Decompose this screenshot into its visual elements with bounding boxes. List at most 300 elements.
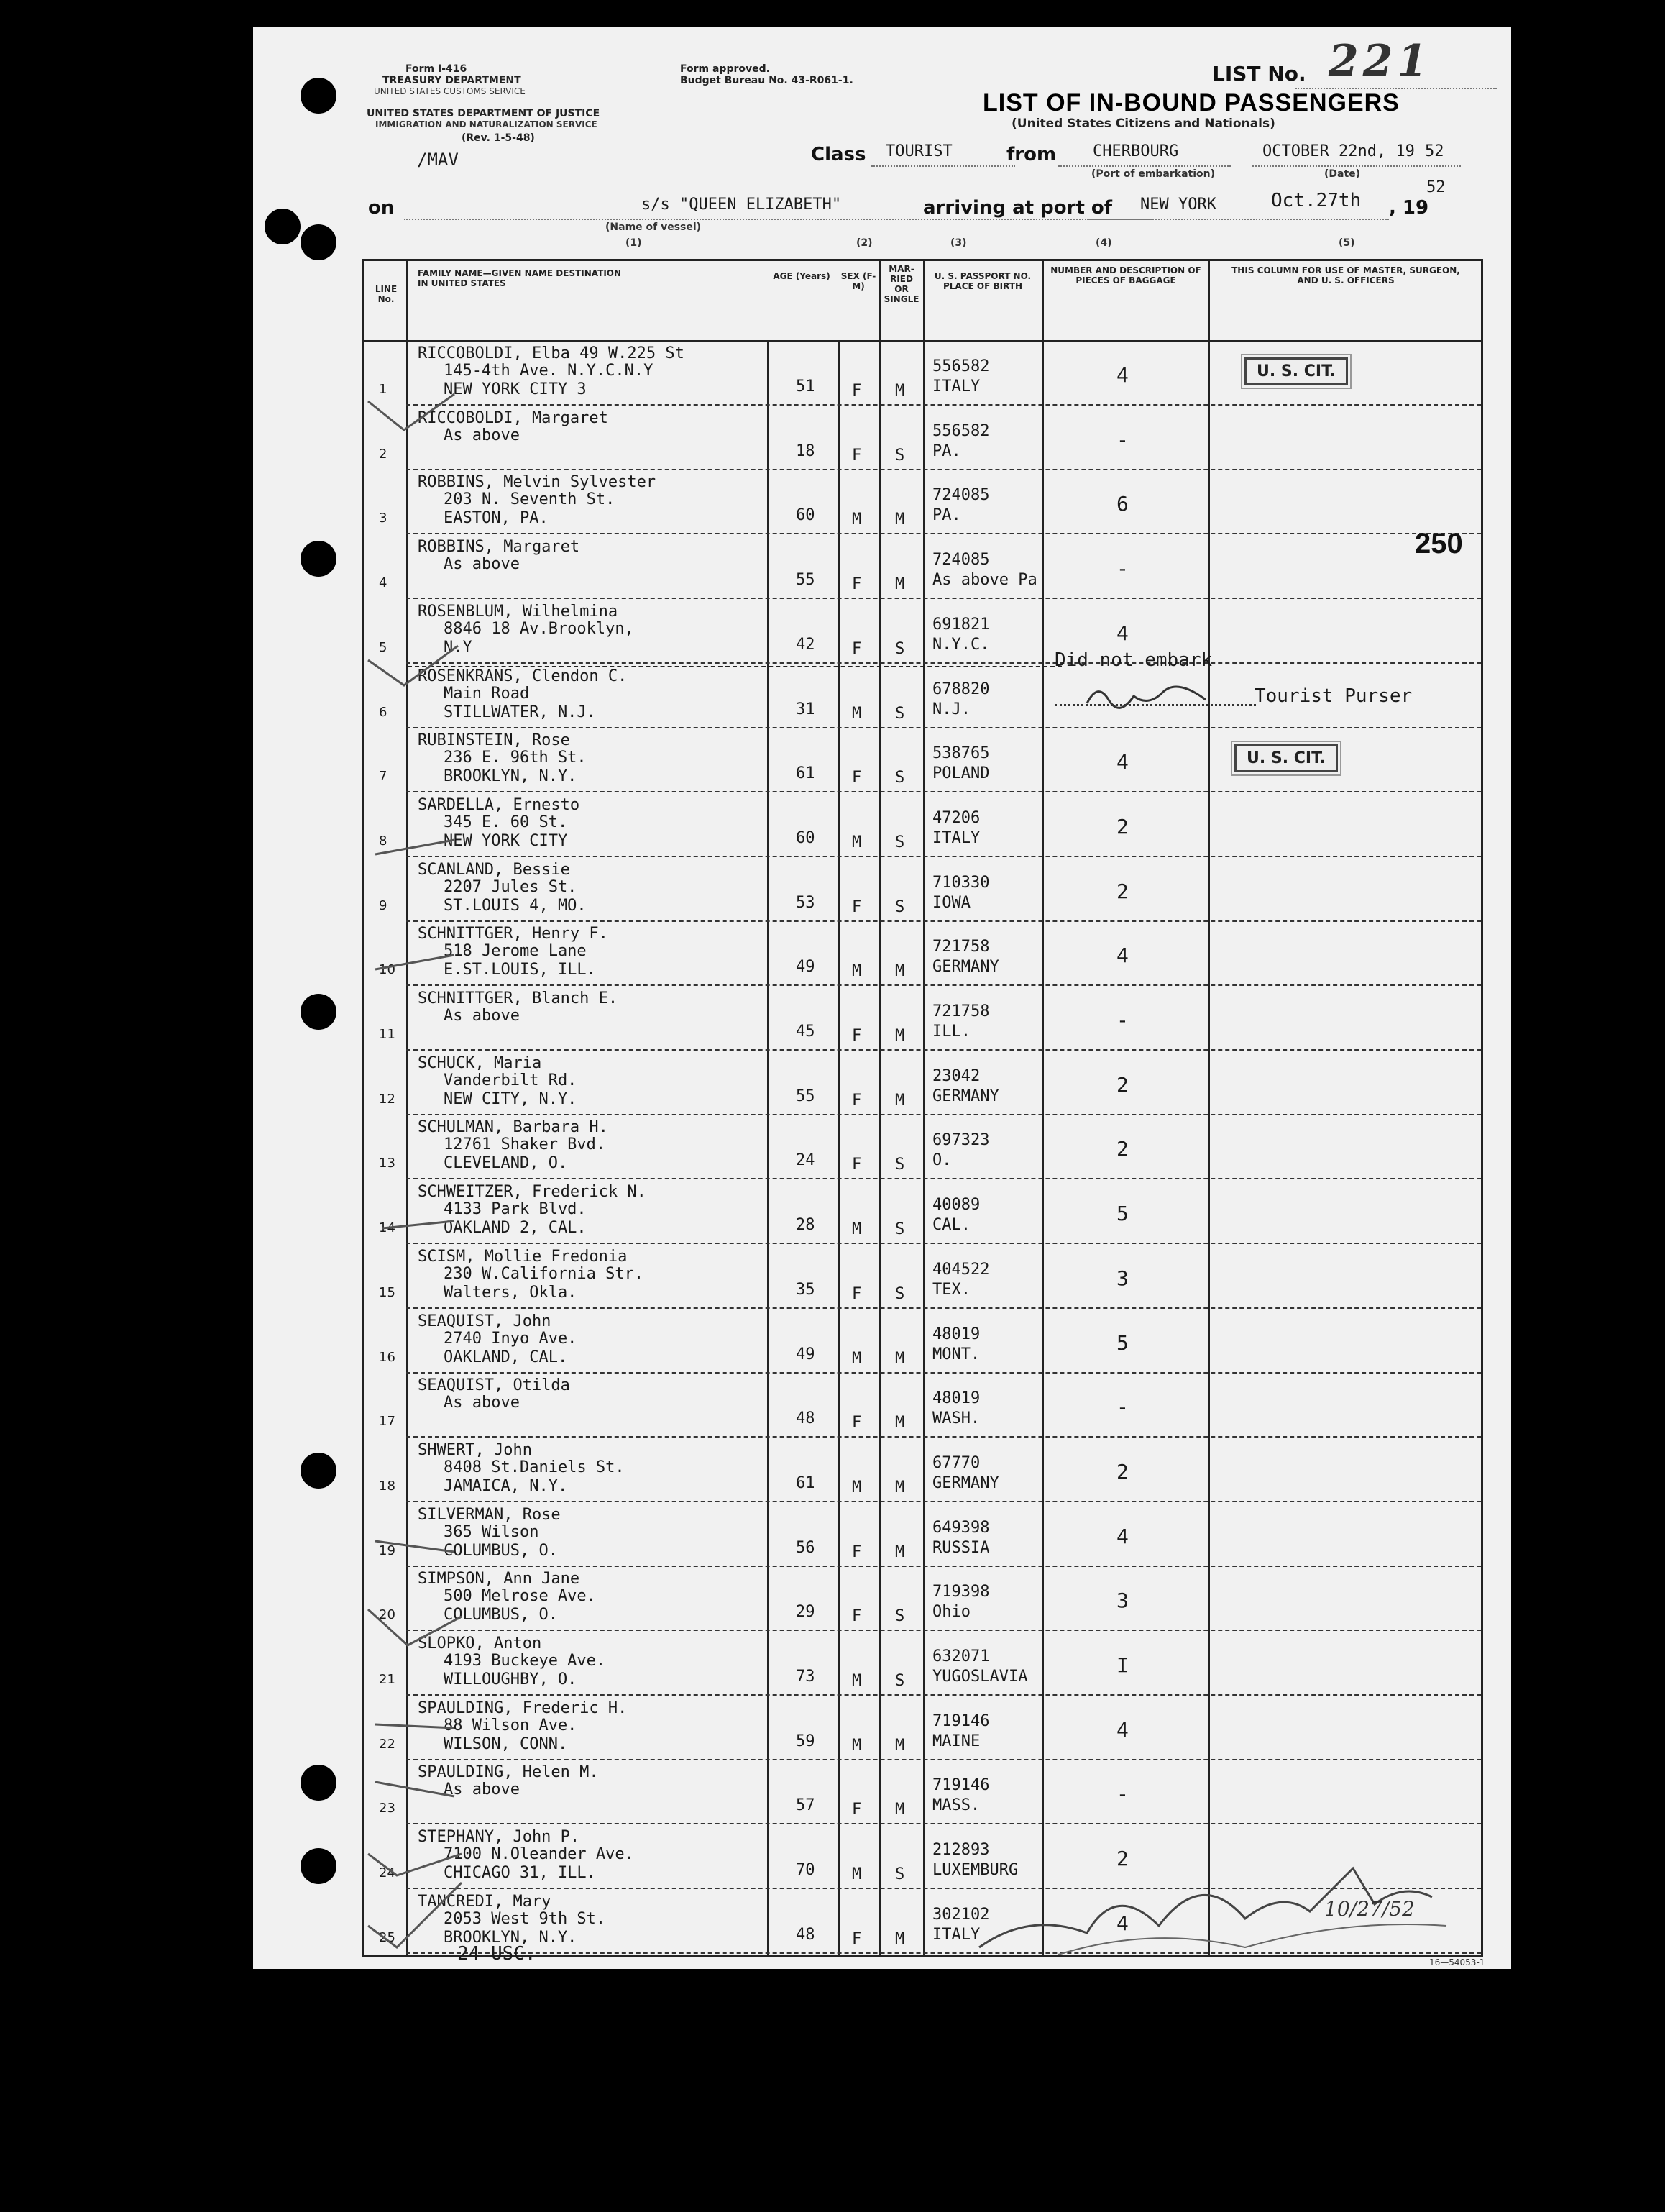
sex: F: [852, 897, 862, 916]
form-number: Form I-416: [405, 63, 467, 75]
address-line-1: Vanderbilt Rd.: [444, 1071, 577, 1089]
page-title: LIST OF IN-BOUND PASSENGERS: [983, 89, 1400, 116]
treasury-department: TREASURY DEPARTMENT: [382, 75, 521, 86]
line-number: 15: [379, 1284, 395, 1300]
us-citizen-stamp: U. S. CIT.: [1234, 744, 1338, 772]
table-row: [364, 1051, 1481, 1115]
row-divider: [406, 1630, 1481, 1631]
passenger-name: STEPHANY, John P.: [418, 1828, 580, 1847]
marital-status: S: [895, 833, 905, 851]
marital-status: M: [895, 1349, 905, 1368]
initials: /MAV: [417, 150, 459, 170]
sex: F: [852, 1414, 862, 1432]
baggage-count: 4: [1116, 750, 1129, 774]
address-line-2: NEW YORK CITY 3: [444, 380, 587, 398]
table-row: [364, 1567, 1481, 1631]
list-number: 221: [1329, 36, 1432, 86]
address-line-2: COLUMBUS, O.: [444, 1541, 558, 1560]
sex: M: [852, 1736, 862, 1755]
row-divider: [406, 920, 1481, 922]
place-of-birth: IOWA: [932, 893, 971, 912]
table-row: [364, 922, 1481, 986]
line-number: 6: [379, 704, 387, 720]
baggage-count: 2: [1116, 1137, 1129, 1161]
place-of-birth: CAL.: [932, 1216, 971, 1235]
address-line-2: COLUMBUS, O.: [444, 1606, 558, 1624]
passenger-name: ROSENKRANS, Clendon C.: [418, 667, 628, 685]
baggage-count: 4: [1116, 621, 1129, 645]
count-mark: 250: [1415, 528, 1463, 559]
passport-number: 48019: [932, 1325, 981, 1343]
column-number-1: (1): [625, 237, 642, 249]
baggage-count: I: [1116, 1653, 1129, 1677]
passport-number: 691821: [932, 615, 990, 634]
line-number: 8: [379, 833, 387, 849]
passport-number: 67770: [932, 1453, 981, 1472]
age: 55: [796, 1087, 815, 1105]
marital-status: M: [895, 1929, 905, 1948]
list-no-label: LIST No.: [1212, 62, 1306, 86]
header-baggage: NUMBER AND DESCRIPTION OF PIECES OF BAGGAGE: [1050, 265, 1201, 285]
table-row: [364, 406, 1481, 470]
marital-status: M: [895, 1027, 905, 1045]
age: 35: [796, 1280, 815, 1299]
line-number: 13: [379, 1156, 395, 1171]
marital-status: S: [895, 769, 905, 787]
header-passport: U. S. PASSPORT NO. PLACE OF BIRTH: [934, 271, 1032, 291]
passport-number: 697323: [932, 1131, 990, 1150]
address-line-2: BROOKLYN, N.Y.: [444, 767, 577, 786]
line-number: 19: [379, 1543, 395, 1558]
table-row: [364, 793, 1481, 857]
row-divider: [406, 1759, 1481, 1760]
sex: M: [852, 1478, 862, 1496]
passport-number: 556582: [932, 357, 990, 375]
baggage-count: 2: [1116, 814, 1129, 838]
sex: F: [852, 382, 862, 400]
passenger-name: SEAQUIST, Otilda: [418, 1376, 570, 1395]
passenger-name: ROSENBLUM, Wilhelmina: [418, 602, 618, 621]
punch-hole: [265, 209, 301, 244]
age: 55: [796, 571, 815, 590]
check-marks: [354, 337, 469, 1962]
place-of-birth: PA.: [932, 506, 961, 525]
marital-status: M: [895, 962, 905, 981]
marital-status: M: [895, 511, 905, 529]
from-label: from: [1006, 144, 1057, 165]
address-line-1: 2207 Jules St.: [444, 877, 577, 896]
punch-hole: [301, 541, 336, 577]
passenger-name: SCISM, Mollie Fredonia: [418, 1247, 628, 1266]
address-line-1: 145-4th Ave. N.Y.C.N.Y: [444, 362, 653, 380]
passenger-name: SEAQUIST, John: [418, 1312, 551, 1330]
address-line-2: JAMAICA, N.Y.: [444, 1476, 568, 1495]
baggage-count: -: [1116, 1395, 1129, 1420]
age: 73: [796, 1668, 815, 1686]
baggage-count: 4: [1116, 1911, 1129, 1935]
arrival-year: 52: [1426, 178, 1446, 196]
tourist-purser-note: Tourist Purser: [1255, 685, 1413, 707]
address-line-2: NEW CITY, N.Y.: [444, 1089, 577, 1108]
passport-number: 212893: [932, 1841, 990, 1860]
revision: (Rev. 1-5-48): [462, 132, 535, 144]
place-of-birth: WASH.: [932, 1409, 981, 1428]
line-number: 22: [379, 1736, 395, 1752]
address-line-1: 8846 18 Av.Brooklyn,: [444, 619, 634, 638]
age: 49: [796, 1345, 815, 1363]
baggage-count: 6: [1116, 492, 1129, 516]
row-divider: [406, 1694, 1481, 1696]
signature-date: 10/27/52: [1324, 1897, 1415, 1921]
row-divider: [406, 791, 1481, 792]
address-line-1: 345 E. 60 St.: [444, 813, 568, 831]
address-line-1: 230 W.California Str.: [444, 1264, 644, 1283]
baggage-count: -: [1116, 1008, 1129, 1032]
row-divider: [406, 1501, 1481, 1502]
age: 61: [796, 1473, 815, 1492]
passport-number: 47206: [932, 808, 981, 827]
row-divider: [406, 727, 1481, 728]
punch-hole: [301, 1848, 336, 1884]
sex: F: [852, 1156, 862, 1174]
place-of-birth: RUSSIA: [932, 1538, 990, 1557]
passport-number: 724085: [932, 551, 990, 570]
sex: F: [852, 1543, 862, 1561]
passport-number: 719398: [932, 1583, 990, 1601]
address-line-2: Walters, Okla.: [444, 1283, 577, 1302]
baggage-count: -: [1116, 1782, 1129, 1806]
marital-status: S: [895, 446, 905, 465]
baggage-count: -: [1116, 427, 1129, 452]
baggage-count: 3: [1116, 1589, 1129, 1613]
address-line-2: STILLWATER, N.J.: [444, 703, 596, 721]
address-line-1: 2740 Inyo Ave.: [444, 1329, 577, 1348]
address-line-2: WILLOUGHBY, O.: [444, 1671, 577, 1688]
passenger-name: SPAULDING, Helen M.: [418, 1763, 599, 1782]
table-row: [364, 1632, 1481, 1696]
footer-form-code: 16—54053-1: [1429, 1957, 1485, 1968]
passenger-name: ROBBINS, Melvin Sylvester: [418, 473, 656, 492]
place-of-birth: ITALY: [932, 828, 981, 847]
passport-number: 302102: [932, 1905, 990, 1924]
marital-status: S: [895, 897, 905, 916]
line-number: 20: [379, 1607, 395, 1623]
place-of-birth: GERMANY: [932, 1087, 999, 1105]
address-line-1: As above: [444, 1394, 520, 1412]
table-row: [364, 1760, 1481, 1824]
passenger-name: SHWERT, John: [418, 1440, 532, 1459]
baggage-count: 2: [1116, 1459, 1129, 1484]
address-line-2: NEW YORK CITY: [444, 831, 568, 850]
sex: M: [852, 833, 862, 851]
baggage-count: 2: [1116, 879, 1129, 903]
place-of-birth: PA.: [932, 442, 961, 460]
table-row: [364, 858, 1481, 922]
table-row: [364, 600, 1481, 664]
row-divider: [406, 1178, 1481, 1179]
place-of-birth: MAINE: [932, 1732, 981, 1750]
age: 57: [796, 1796, 815, 1815]
table-row: [364, 1310, 1481, 1374]
line-number: 21: [379, 1672, 395, 1687]
passenger-rows: [364, 342, 1481, 1955]
arrival-port: NEW YORK: [1140, 196, 1216, 214]
department-of-justice: UNITED STATES DEPARTMENT OF JUSTICE: [367, 108, 600, 119]
class-value: TOURIST: [886, 142, 953, 160]
table-row: [364, 987, 1481, 1051]
sex: F: [852, 769, 862, 787]
line-number: 11: [379, 1027, 395, 1042]
header-sex: SEX (F-M): [840, 271, 876, 291]
line-number: 23: [379, 1801, 395, 1816]
line-number: 9: [379, 897, 387, 913]
sex: M: [852, 962, 862, 981]
address-line-2: CHICAGO 31, ILL.: [444, 1864, 596, 1883]
marital-status: M: [895, 1478, 905, 1496]
row-divider: [406, 1436, 1481, 1438]
place-of-birth: LUXEMBURG: [932, 1861, 1019, 1880]
age: 51: [796, 378, 815, 396]
did-not-embark-note: Did not embark: [1055, 649, 1213, 671]
marital-status: S: [895, 639, 905, 658]
marital-status: M: [895, 1801, 905, 1819]
address-line-1: Main Road: [444, 684, 530, 703]
line-number: 7: [379, 769, 387, 785]
date-caption: (Date): [1324, 168, 1361, 180]
passenger-table: [362, 259, 1483, 1957]
passport-number: 632071: [932, 1647, 990, 1665]
header-officers: THIS COLUMN FOR USE OF MASTER, SURGEON, AND U. S. OFFICERS: [1231, 265, 1460, 285]
place-of-birth: ITALY: [932, 1925, 981, 1944]
passenger-name: RICCOBOLDI, Elba 49 W.225 St: [418, 344, 684, 362]
on-label: on: [368, 197, 395, 219]
age: 70: [796, 1861, 815, 1880]
address-line-2: ST.LOUIS 4, MO.: [444, 896, 587, 915]
manifest-page: [253, 27, 1511, 1969]
row-divider: [406, 1243, 1481, 1244]
place-of-birth: ITALY: [932, 378, 981, 396]
strike-through-line: [408, 666, 1062, 667]
passenger-name: SILVERMAN, Rose: [418, 1505, 561, 1524]
address-line-1: 88 Wilson Ave.: [444, 1716, 577, 1735]
marital-status: S: [895, 1672, 905, 1690]
passport-number: 48019: [932, 1389, 981, 1408]
marital-status: M: [895, 1543, 905, 1561]
vessel-caption: (Name of vessel): [605, 221, 702, 233]
line-number: 16: [379, 1349, 395, 1365]
sex: M: [852, 1865, 862, 1884]
table-row: [364, 1115, 1481, 1179]
baggage-count: 2: [1116, 1847, 1129, 1871]
line-number: 18: [379, 1478, 395, 1494]
marital-status: M: [895, 1091, 905, 1110]
sex: F: [852, 446, 862, 465]
place-of-birth: ILL.: [932, 1023, 971, 1041]
passenger-name: SCHUCK, Maria: [418, 1054, 542, 1072]
vessel-line: [404, 219, 1152, 220]
passport-number: 678820: [932, 680, 990, 698]
marital-status: S: [895, 1607, 905, 1626]
baggage-count: -: [1116, 557, 1129, 581]
address-line-1: 8408 St.Daniels St.: [444, 1458, 625, 1476]
header-line-no: LINE No.: [375, 284, 398, 304]
purser-signature-mark: [1083, 678, 1213, 714]
punch-hole: [301, 78, 336, 114]
passport-number: 23042: [932, 1066, 981, 1085]
address-line-1: 7100 N.Oleander Ave.: [444, 1845, 634, 1864]
arrival-line: [1087, 219, 1389, 220]
passenger-name: SCHULMAN, Barbara H.: [418, 1118, 608, 1137]
passport-number: 721758: [932, 1002, 990, 1020]
baggage-count: 4: [1116, 363, 1129, 387]
class-line: [871, 165, 1015, 167]
marital-status: M: [895, 1414, 905, 1432]
address-line-1: 365 Wilson: [444, 1522, 539, 1541]
sex: F: [852, 1284, 862, 1303]
passport-number: 538765: [932, 744, 990, 763]
sex: F: [852, 1929, 862, 1948]
place-of-birth: As above Pa: [932, 571, 1037, 590]
marital-status: M: [895, 575, 905, 594]
budget-bureau: Budget Bureau No. 43-R061-1.: [680, 75, 853, 86]
line-number: 10: [379, 962, 395, 978]
departure-date: OCTOBER 22nd, 19: [1262, 142, 1415, 160]
passenger-name: SLOPKO, Anton: [418, 1635, 542, 1653]
line-number: 25: [379, 1929, 395, 1945]
row-divider: [406, 533, 1481, 534]
line-number: 4: [379, 575, 387, 591]
customs-service: UNITED STATES CUSTOMS SERVICE: [374, 86, 526, 96]
row-divider: [406, 1307, 1481, 1309]
marital-status: S: [895, 1284, 905, 1303]
sex: M: [852, 511, 862, 529]
baggage-count: 4: [1116, 1524, 1129, 1548]
place-of-birth: POLAND: [932, 764, 990, 783]
table-row: [364, 1503, 1481, 1567]
place-of-birth: GERMANY: [932, 958, 999, 977]
line-number: 2: [379, 446, 387, 462]
age: 59: [796, 1732, 815, 1750]
place-of-birth: MONT.: [932, 1345, 981, 1363]
marital-status: S: [895, 704, 905, 723]
age: 60: [796, 828, 815, 847]
line-number: 5: [379, 639, 387, 655]
address-line-2: BROOKLYN, N.Y.: [444, 1928, 577, 1947]
footer-typed-note: 24 USC.: [457, 1943, 536, 1965]
row-divider: [406, 404, 1481, 406]
age: 29: [796, 1603, 815, 1622]
punch-hole: [301, 994, 336, 1030]
class-label: Class: [811, 144, 866, 165]
line-number: 17: [379, 1414, 395, 1430]
table-row: [364, 1180, 1481, 1244]
table-row: [364, 1245, 1481, 1309]
sex: F: [852, 1607, 862, 1626]
port-of-embarkation: CHERBOURG: [1093, 142, 1179, 160]
age: 61: [796, 764, 815, 783]
passenger-name: SCHNITTGER, Henry F.: [418, 925, 608, 943]
arrival-date: Oct.27th: [1271, 190, 1362, 211]
passport-number: 40089: [932, 1196, 981, 1215]
passport-number: 404522: [932, 1260, 990, 1279]
column-number-4: (4): [1096, 237, 1112, 249]
us-citizen-stamp: U. S. CIT.: [1244, 357, 1348, 385]
baggage-count: 3: [1116, 1266, 1129, 1290]
address-line-1: 203 N. Seventh St.: [444, 490, 615, 509]
marital-status: S: [895, 1156, 905, 1174]
port-caption: (Port of embarkation): [1091, 168, 1216, 180]
baggage-count: 4: [1116, 943, 1129, 968]
passenger-name: ROBBINS, Margaret: [418, 538, 580, 557]
header-age: AGE (Years): [773, 271, 830, 281]
passenger-name: SCHNITTGER, Blanch E.: [418, 990, 618, 1007]
place-of-birth: MASS.: [932, 1796, 981, 1815]
place-of-birth: O.: [932, 1151, 952, 1170]
age: 31: [796, 700, 815, 718]
address-line-1: As above: [444, 1007, 520, 1025]
address-line-1: 12761 Shaker Bvd.: [444, 1135, 606, 1154]
punch-hole: [301, 224, 336, 260]
passport-number: 710330: [932, 873, 990, 892]
age: 49: [796, 958, 815, 977]
place-of-birth: Ohio: [932, 1603, 971, 1622]
passport-number: 724085: [932, 486, 990, 505]
row-divider: [406, 984, 1481, 986]
address-line-1: 500 Melrose Ave.: [444, 1587, 596, 1606]
sex: F: [852, 575, 862, 594]
address-line-1: As above: [444, 426, 520, 444]
address-line-1: 4193 Buckeye Ave.: [444, 1652, 606, 1670]
passport-number: 721758: [932, 938, 990, 956]
address-line-2: OAKLAND 2, CAL.: [444, 1219, 587, 1238]
row-divider: [406, 469, 1481, 470]
column-number-5: (5): [1339, 237, 1355, 249]
baggage-count: 2: [1116, 1072, 1129, 1097]
arriving-label: arriving at port of: [923, 197, 1113, 219]
place-of-birth: TEX.: [932, 1280, 971, 1299]
column-number-2: (2): [856, 237, 873, 249]
baggage-count: 5: [1116, 1330, 1129, 1355]
immigration-service: IMMIGRATION AND NATURALIZATION SERVICE: [375, 119, 597, 129]
row-divider: [406, 1114, 1481, 1115]
marital-status: S: [895, 1220, 905, 1239]
age: 18: [796, 442, 815, 460]
purser-signature: [1083, 678, 1213, 717]
punch-hole: [301, 1453, 336, 1489]
from-line: [1058, 165, 1231, 167]
passenger-name: SARDELLA, Ernesto: [418, 795, 580, 814]
address-line-1: 2053 West 9th St.: [444, 1909, 606, 1928]
line-number: 14: [379, 1220, 395, 1236]
age: 60: [796, 506, 815, 525]
vessel-name: s/s "QUEEN ELIZABETH": [641, 196, 842, 214]
address-line-1: 236 E. 96th St.: [444, 749, 587, 767]
address-line-2: N.Y: [444, 638, 472, 657]
sex: M: [852, 1349, 862, 1368]
address-line-1: As above: [444, 1781, 520, 1799]
header-married: MAR-RIED OR SINGLE: [884, 264, 919, 304]
passenger-name: TANCREDI, Mary: [418, 1892, 551, 1911]
baggage-count: 5: [1116, 1202, 1129, 1226]
age: 24: [796, 1151, 815, 1170]
sex: F: [852, 639, 862, 658]
address-line-1: 4133 Park Blvd.: [444, 1200, 587, 1219]
form-approved: Form approved.: [680, 63, 770, 75]
table-row: [364, 1696, 1481, 1760]
punch-hole: [301, 1765, 336, 1801]
place-of-birth: N.J.: [932, 700, 971, 718]
age: 42: [796, 635, 815, 654]
